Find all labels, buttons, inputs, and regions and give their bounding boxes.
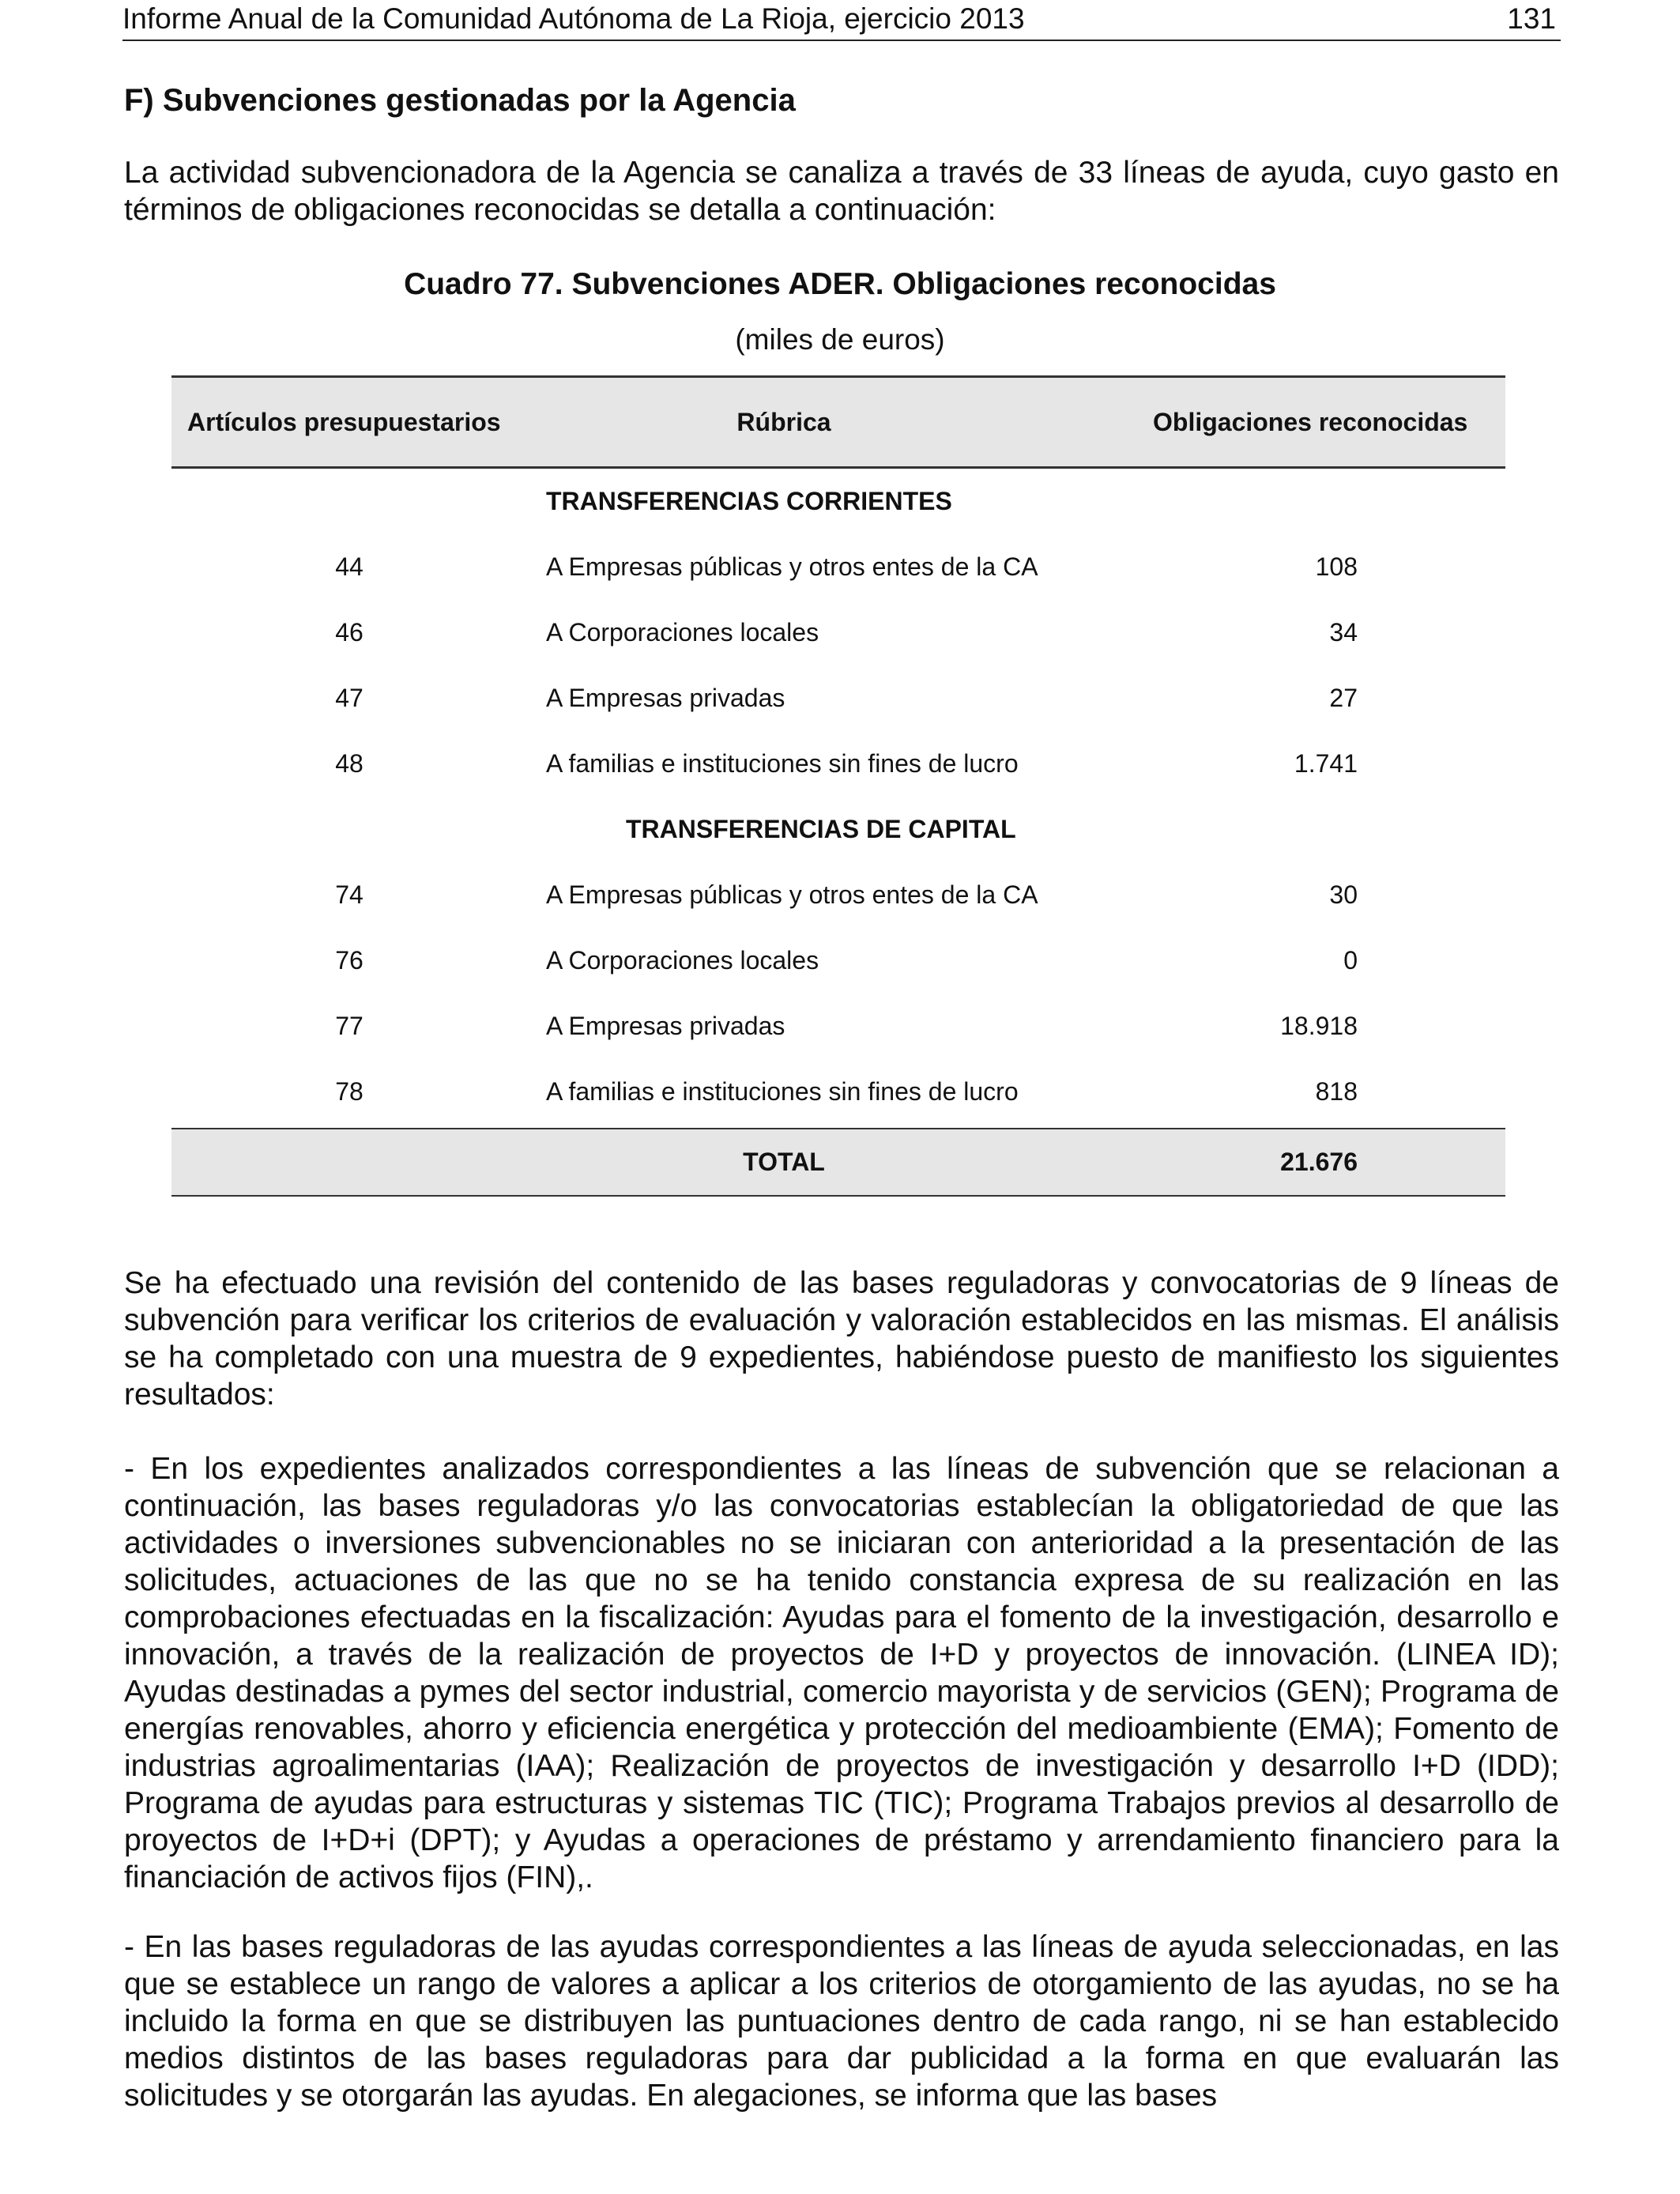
cell-obligaciones: 0 xyxy=(1343,946,1358,974)
cell-rubrica: A Corporaciones locales xyxy=(546,618,819,647)
table-row xyxy=(171,731,1505,797)
cell-obligaciones: 30 xyxy=(1329,880,1358,909)
table-row xyxy=(171,862,1505,928)
group-label: TRANSFERENCIAS CORRIENTES xyxy=(546,487,952,515)
subsidies-table xyxy=(171,375,1505,1197)
table-row xyxy=(171,993,1505,1059)
paragraph-review: Se ha efectuado una revisión del contenido de las bases reguladoras y convocatorias de 9 líneas de subvención para verificar los criterios de evaluación y valoración establecidos en las mismas. El análisis se ha completado con una muestra de 9 expedientes, habiéndose puesto de manifiesto los siguientes resultados: xyxy=(124,1266,1559,1412)
page-header xyxy=(122,2,1561,41)
table-row xyxy=(171,1059,1505,1125)
table-row xyxy=(171,665,1505,731)
table-title: Cuadro 77. Subvenciones ADER. Obligaciones reconocidas xyxy=(404,267,1276,301)
header-articulos: Artículos presupuestarios xyxy=(187,408,501,436)
cell-rubrica: A Empresas privadas xyxy=(546,1012,785,1040)
cell-articulo: 77 xyxy=(335,1012,363,1040)
intro-paragraph: La actividad subvencionadora de la Agencia se canaliza a través de 33 líneas de ayuda, cuyo gasto en términos de obligaciones reconocidas se detalla a continuación: xyxy=(124,156,1559,227)
group-label: TRANSFERENCIAS DE CAPITAL xyxy=(626,815,1016,843)
cell-rubrica: A Empresas públicas y otros entes de la CA xyxy=(546,880,1038,909)
cell-obligaciones: 818 xyxy=(1315,1077,1358,1106)
cell-articulo: 76 xyxy=(335,946,363,974)
table-row xyxy=(171,928,1505,993)
cell-articulo: 74 xyxy=(335,880,363,909)
group-row-corrientes xyxy=(171,469,1505,534)
total-row xyxy=(171,1128,1505,1197)
section-heading: F) Subvenciones gestionadas por la Agencia xyxy=(124,83,796,118)
cell-obligaciones: 18.918 xyxy=(1280,1012,1358,1040)
total-label: TOTAL xyxy=(743,1148,825,1176)
cell-rubrica: A familias e instituciones sin fines de lucro xyxy=(546,1077,1019,1106)
cell-obligaciones: 27 xyxy=(1329,684,1358,712)
paragraph-findings-2: - En las bases reguladoras de las ayudas correspondientes a las líneas de ayuda seleccionadas, en las que se establece un rango de valores a aplicar a los criterios de otorgamiento de las ayudas, no se ha incluido la forma en que se distribuyen las puntuaciones dentro de cada rango, ni se han establecido medios distintos de las bases reguladoras para dar publicidad a la forma en que evaluarán las solicitudes y se otorgarán las ayudas. En alegaciones, se informa que las bases xyxy=(124,1930,1559,2113)
table-header xyxy=(171,375,1505,469)
group-row-capital xyxy=(171,797,1505,862)
table-row xyxy=(171,600,1505,665)
paragraph-findings-1: - En los expedientes analizados correspondientes a las líneas de subvención que se relacionan a continuación, las bases reguladoras y/o las convocatorias establecían la obligatoriedad de que las actividades o inversiones subvencionables no se iniciaran con anterioridad a la presentación de las solicitudes, actuaciones de las que no se ha tenido constancia expresa de su realización en las comprobaciones efectuadas en la fiscalización: Ayudas para el fomento de la investigación, desarrollo e innovación, a través de la realización de proyectos de I+D y proyectos de innovación. (LINEA ID); Ayudas destinadas a pymes del sector industrial, comercio mayorista y de servicios (GEN); Programa de energías renovables, ahorro y eficiencia energética y protección del medioambiente (EMA); Fomento de industrias agroalimentarias (IAA); Realización de proyectos de investigación y desarrollo I+D (IDD); Programa de ayudas para estructuras y sistemas TIC (TIC); Programa Trabajos previos al desarrollo de proyectos de I+D+i (DPT); y Ayudas a operaciones de préstamo y arrendamiento financiero para la financiación de activos fijos (FIN),. xyxy=(124,1452,1559,1894)
cell-rubrica: A familias e instituciones sin fines de lucro xyxy=(546,749,1019,778)
cell-articulo: 48 xyxy=(335,749,363,778)
table-row xyxy=(171,534,1505,600)
cell-rubrica: A Empresas públicas y otros entes de la CA xyxy=(546,552,1038,581)
total-value: 21.676 xyxy=(1280,1148,1358,1176)
cell-articulo: 78 xyxy=(335,1077,363,1106)
cell-rubrica: A Empresas privadas xyxy=(546,684,785,712)
header-rubrica: Rúbrica xyxy=(736,408,831,436)
page-number: 131 xyxy=(1507,2,1556,35)
table-units: (miles de euros) xyxy=(735,323,945,356)
cell-articulo: 44 xyxy=(335,552,363,581)
cell-obligaciones: 1.741 xyxy=(1294,749,1358,778)
cell-obligaciones: 108 xyxy=(1315,552,1358,581)
cell-rubrica: A Corporaciones locales xyxy=(546,946,819,974)
header-title: Informe Anual de la Comunidad Autónoma de La Rioja, ejercicio 2013 xyxy=(122,2,1025,35)
header-obligaciones: Obligaciones reconocidas xyxy=(1153,408,1468,436)
cell-articulo: 47 xyxy=(335,684,363,712)
cell-articulo: 46 xyxy=(335,618,363,647)
cell-obligaciones: 34 xyxy=(1329,618,1358,647)
